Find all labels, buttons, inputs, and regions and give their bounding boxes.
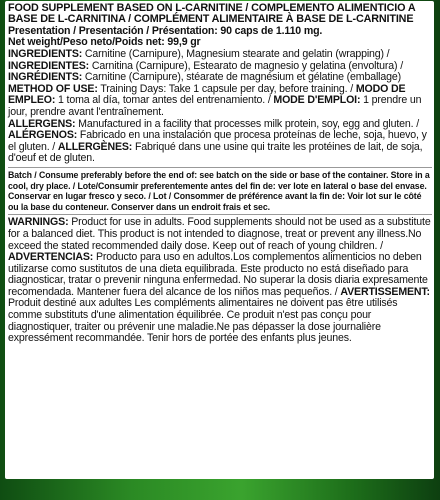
allergens-text-es: Fabricado en una instalación que procesa proteínas de leche, soja, huevo, y el gluten. /	[8, 129, 427, 153]
method-section	[8, 84, 432, 119]
product-title: FOOD SUPPLEMENT BASED ON L-CARNITINE / COMPLEMENTO ALIMENTICIO A BASE DE L-CARNITINA / COMPLÉMENT ALIMENTAIRE À BASE DE L-CARNITINE	[8, 2, 416, 26]
ingredients-heading-es: INGREDIENTES:	[8, 59, 90, 72]
product-label	[5, 1, 434, 479]
batch-storage-text: Batch / Consume preferably before the end of: see batch on the side or base of the container. Store in a cool, dry place. / Lote/Consumir preferentemente antes del fin de: ver lote en lateral o base del envase. Conservar en lugar fresco y seco. / Lot / Consommer de préférence avant la fin de: Voir lot sur le côté ou la base du conteneur. Conserver dans un endroit frais et sec.	[8, 169, 430, 212]
method-text-en: Training Days: Take 1 capsule per day, before training. /	[97, 82, 356, 95]
presentation-line: Presentation / Presentación / Présentation: 90 caps de 1.110 mg.	[8, 24, 323, 37]
warnings-text-fr: Produit destiné aux adultes Les compléments alimentaires ne doivent pas être utilisés comme substituts d'une alimentation équilibrée. Ce produit n'est pas conçu pour diagnostiquer, traiter ou prévenir une maladie.Ne pas dépasser la dose journalière expressément recommandée. Tenir hors de portée des enfants plus jeunes.	[8, 297, 398, 345]
warnings-text-en: Product for use in adults. Food supplements should not be used as a substitute for a balanced diet. This product is not intended to diagnose, treat or prevent any illness.No exceed the stated recommended daily dose. Keep out of reach of young children. /	[8, 216, 431, 252]
label-text	[8, 3, 432, 345]
net-weight-line: Net weight/Peso neto/Poids net: 99,9 gr	[8, 36, 201, 49]
warnings-text-es: Producto para uso en adultos.Los complementos alimenticios no deben utilizarse como sustitutos de una dieta equilibrada. Este producto no está diseñado para diagnosticar, tratar o prevenir ninguna enfermedad. No superar la dosis diaria expresamente recomendada. Mantener fuera del alcance de los niños mas pequeños. /	[8, 251, 428, 298]
ingredients-text-fr: Carnitine (Carnipure), stéarate de magnésium et gélatine (emballage)	[82, 71, 401, 84]
allergens-heading-en: ALLERGENS:	[8, 117, 76, 130]
ingredients-heading-fr: INGRÉDIENTS:	[8, 71, 83, 84]
warnings-heading-fr: AVERTISSEMENT:	[340, 285, 430, 298]
ingredients-text-en: Carnitine (Carnipure), Magnesium stearate and gelatin (wrapping) /	[82, 48, 390, 60]
allergens-heading-fr: ALLERGÈNES:	[57, 140, 133, 153]
allergens-section	[8, 119, 432, 165]
ingredients-heading-en: INGREDIENTS:	[8, 48, 83, 60]
allergens-text-en: Manufactured in a facility that processes milk protein, soy, egg and gluten. /	[75, 117, 419, 130]
warnings-heading-es: ADVERTENCIAS:	[8, 251, 94, 264]
method-heading-es: MODO DE EMPLEO:	[8, 82, 406, 107]
allergens-text-fr: Fabriqué dans une usine qui traite les protéines de lait, de soja, d'oeuf et de gluten.	[8, 140, 423, 165]
method-text-es: 1 toma al día, tomar antes del entrenamiento. /	[55, 94, 274, 107]
warnings-section	[8, 217, 432, 345]
divider-top	[8, 167, 432, 168]
ingredients-text-es: Carnitina (Carnipure), Estearato de magnesio y gelatina (envoltura) /	[89, 59, 403, 72]
allergens-heading-es: ALÉRGENOS:	[8, 129, 78, 142]
divider-bottom	[8, 214, 432, 215]
warnings-heading-en: WARNINGS:	[8, 216, 69, 229]
ingredients-section	[8, 49, 432, 84]
method-heading-fr: MODE D'EMPLOI:	[273, 94, 361, 107]
method-text-fr: 1 prendre un jour, prendre avant l'entraînement.	[8, 94, 422, 118]
method-heading-en: METHOD OF USE:	[8, 82, 98, 95]
